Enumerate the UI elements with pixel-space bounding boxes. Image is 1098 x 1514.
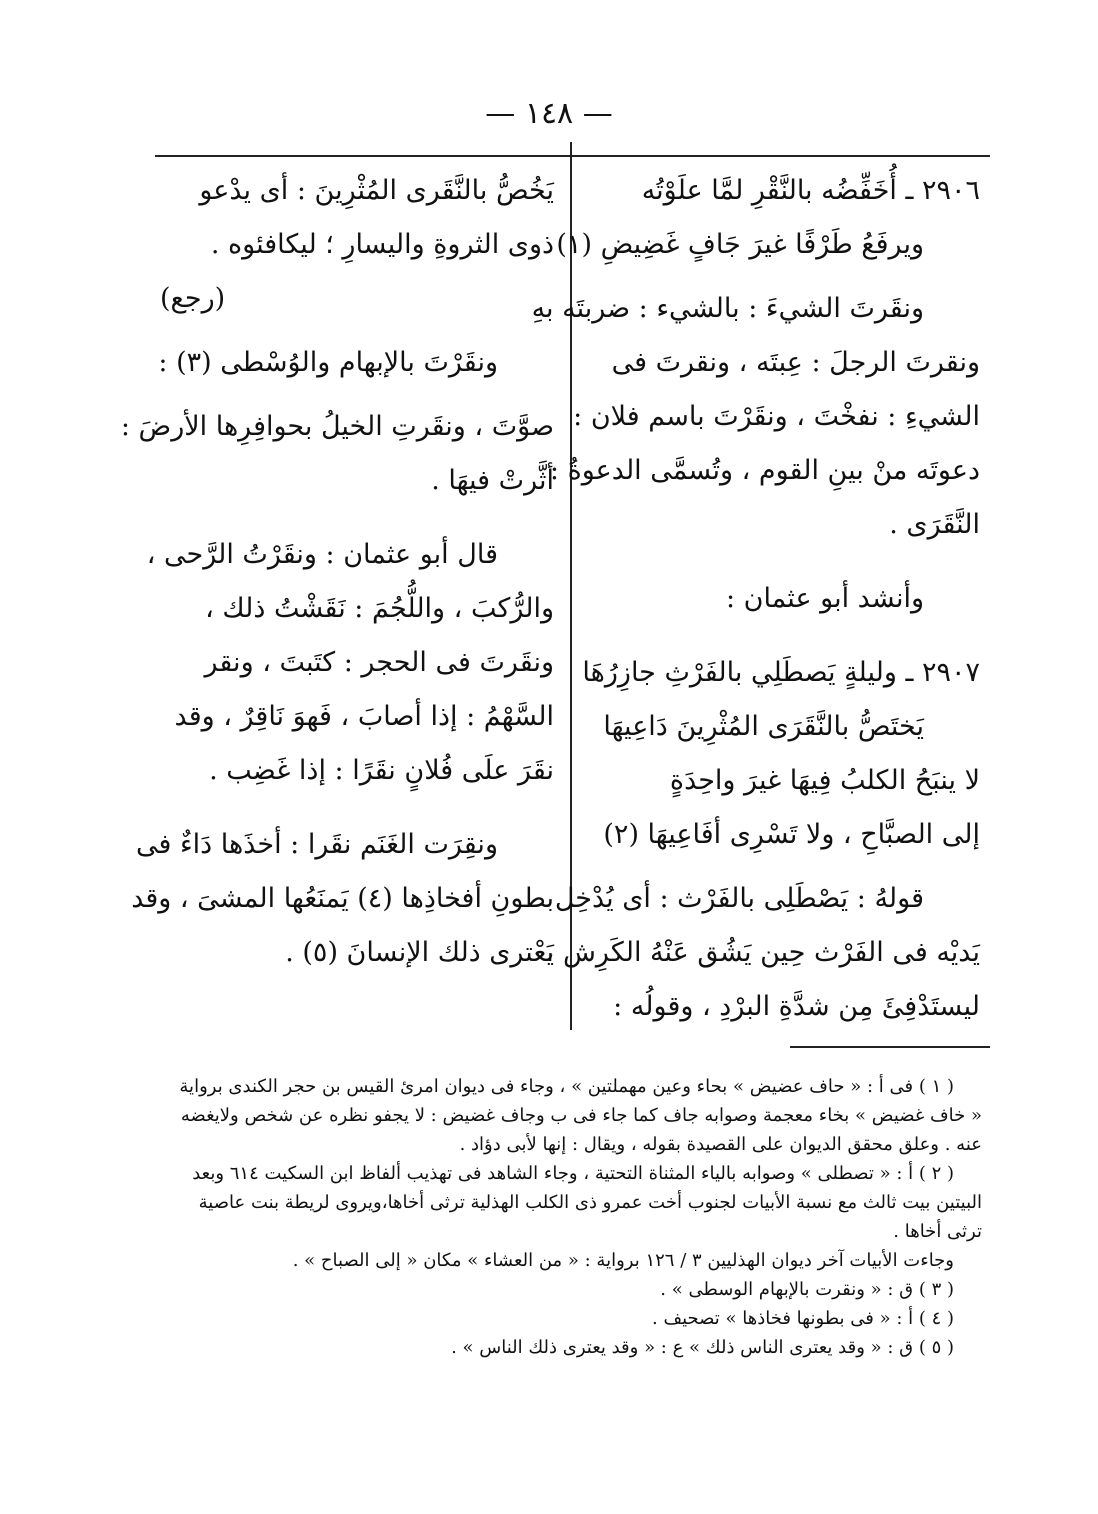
paragraph-line: قولهُ : يَصْطَلِى بالفَرْث : أى يُدْخِل xyxy=(554,883,924,914)
left-column xyxy=(120,164,554,980)
header-rule xyxy=(155,155,990,157)
right-column xyxy=(531,164,980,1034)
citation-intro: وأنشد أبو عثمان : xyxy=(725,583,924,614)
footnote-line: ( ١ ) فى أ : « حاف عضيض » بحاء وعين مهملتين » ، وجاء فى ديوان امرئ القيس بن حجر الكندى برواية xyxy=(179,1076,954,1097)
footnote-line: البيتين بيت ثالث مع نسبة الأبيات لجنوب أخت عمرو ذى الكلب الهذلية ترثى أخاها،ويروى لريطة بنت عاصية xyxy=(198,1192,982,1213)
paragraph-line: السَّهْمُ : إذا أصابَ ، فَهوَ نَاقِرٌ ، وقد xyxy=(174,701,554,732)
paragraph-line: يَديْه فى الفَرْث حِين يَشُق عَنْهُ الكَرِش ، xyxy=(545,937,980,968)
paragraph-line: ونقرتَ الرجلَ : عِبتَه ، ونقرتَ فى xyxy=(611,347,980,378)
paragraph-line: قال أبو عثمان : ونقَرْتُ الرَّحى ، xyxy=(146,539,498,570)
paragraph-line: والرُّكبَ ، واللُّجُمَ : نَقَشْتُ ذلك ، xyxy=(205,593,554,624)
footnote-line: وجاءت الأبيات آخر ديوان الهذليين ٣ / ١٢٦ برواية : « من العشاء » مكان « إلى الصباح » . xyxy=(292,1250,954,1271)
paragraph-line: صوَّتَ ، ونقَرتِ الخيلُ بحوافِرِها الأرضَ : xyxy=(120,411,554,442)
footnotes xyxy=(160,1072,982,1362)
footnote-line: ( ٥ ) ق : « وقد يعترى الناس ذلك » ع : « وقد يعترى ذلك الناس » . xyxy=(451,1337,954,1358)
footnote-line: « خاف غضيض » بخاء معجمة وصوابه جاف كما جاء فى ب وجاف غضيض : لا يجفو نظره عن شخص ولايغضه xyxy=(180,1105,982,1126)
footnote-rule xyxy=(790,1046,990,1048)
paragraph-line: ونقِرَت الغَنَم نقَرا : أخذَها دَاءٌ فى xyxy=(135,829,498,860)
paragraph-line: ذوى الثروةِ واليسارِ ؛ ليكافئوه . xyxy=(210,229,554,260)
verse-2906-line-1: ٢٩٠٦ ـ أُخَفِّضُه بالنَّقْرِ لمَّا علَوْتُه xyxy=(641,175,980,206)
verse-2907-line-4: إلى الصبَّاحِ ، ولا تَسْرِى أفَاعِيهَا (٢) xyxy=(603,819,980,850)
verse-2906-line-2: ويرفَعُ طَرْفًا غيرَ جَافٍ غَضِيضِ (١) xyxy=(556,229,924,260)
paragraph-line: يَخُصُّ بالنَّقَرى المُثْرِينَ : أى يدْعو xyxy=(199,175,554,206)
paragraph-line: نقَرَ علَى فُلانٍ نقَرًا : إذا غَضِب . xyxy=(209,755,554,786)
verse-2907-line-2: يَختَصُّ بالنَّقَرَى المُثْرِينَ دَاعِيهَا xyxy=(603,711,924,742)
paragraph-line: بطونِ أفخاذِها (٤) يَمنَعُها المشىَ ، وقد xyxy=(131,883,554,914)
paragraph-line: الشيءِ : نفخْتَ ، ونقَرْتَ باسم فلان : xyxy=(573,401,980,432)
verse-2907-line-3: لا ينبَحُ الكلبُ فِيهَا غيرَ واحِدَةٍ xyxy=(669,765,980,796)
footnote-line: ( ٤ ) أ : « فى بطونها فخاذها » تصحيف . xyxy=(652,1308,954,1329)
paragraph-line: ونقَرتَ فى الحجر : كتَبتَ ، ونقر xyxy=(204,647,554,678)
footnote-line: عنه . وعلق محقق الديوان على القصيدة بقوله ، ويقال : إنها لأبى دؤاد . xyxy=(459,1134,982,1155)
paragraph-line: أثَّرتْ فيهَا . xyxy=(431,465,554,496)
paragraph-line: ونقَرتَ الشيءَ : بالشيء : ضربتَه بهِ xyxy=(531,293,924,324)
page-number: — ١٤٨ — xyxy=(485,96,613,131)
footnote-line: ( ٢ ) أ : « تصطلى » وصوابه بالياء المثناة التحتية ، وجاء الشاهد فى تهذيب ألفاظ ابن السكيت ٦١٤ وبعد xyxy=(192,1163,954,1184)
paragraph-line: دعوتَه منْ بينِ القوم ، وتُسمَّى الدعوةُ : xyxy=(549,455,980,486)
section-mark: (رجع) xyxy=(160,283,226,314)
paragraph-line: النَّقَرَى . xyxy=(889,509,980,540)
footnote-line: ترثى أخاها . xyxy=(893,1221,982,1242)
paragraph-head: ونقَرْتَ بالإبهام والوُسْطى (٣) : xyxy=(158,347,498,378)
paragraph-line: ليستَدْفِئَ مِن شدَّةِ البرْدِ ، وقولُه : xyxy=(613,991,980,1022)
verse-2907-line-1: ٢٩٠٧ ـ وليلةٍ يَصطَلِي بالفَرْثِ جازِرُهَا xyxy=(582,657,980,688)
footnote-line: ( ٣ ) ق : « ونقرت بالإبهام الوسطى » . xyxy=(660,1279,954,1300)
paragraph-line: يَعْترى ذلك الإنسانَ (٥) . xyxy=(285,937,554,968)
